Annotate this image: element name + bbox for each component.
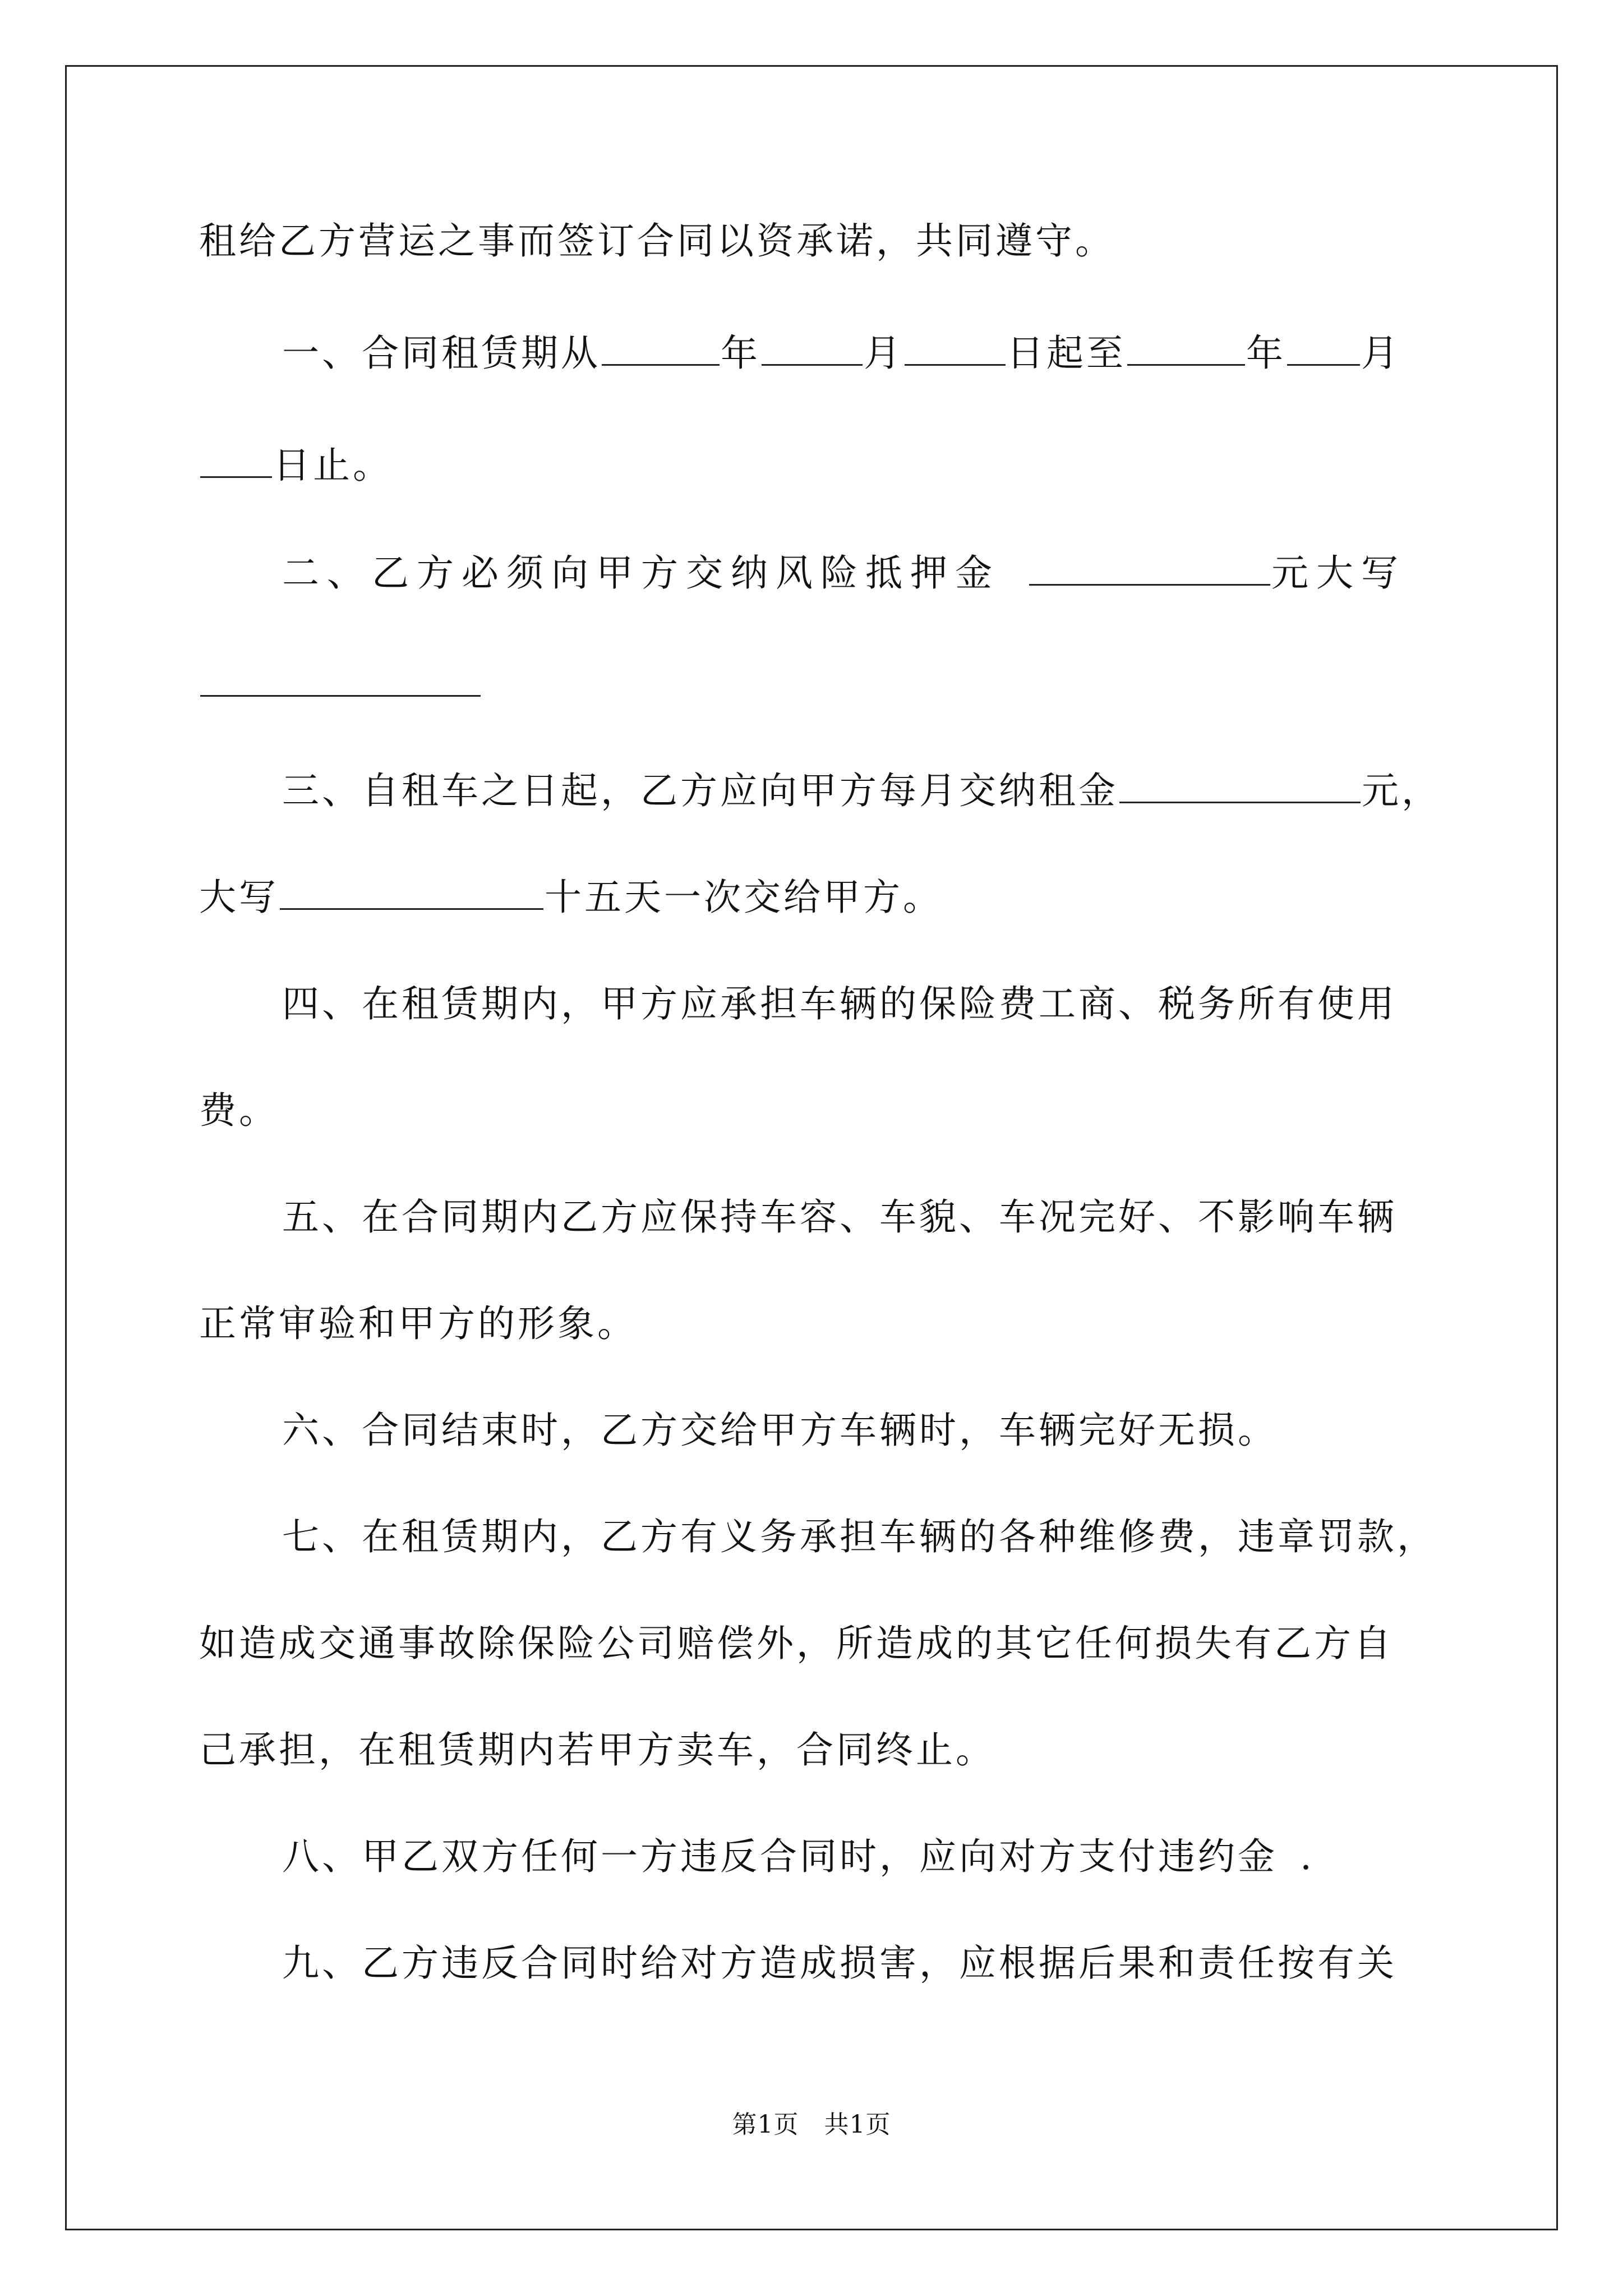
clause-1-cont: 日止。 — [199, 443, 393, 488]
clause-4-cont: 费。 — [199, 1089, 279, 1132]
blank-field[interactable] — [602, 332, 720, 366]
blank-field[interactable] — [1029, 551, 1270, 586]
blank-field[interactable] — [200, 662, 481, 697]
clause-5-cont: 正常审验和甲方的形象。 — [199, 1302, 637, 1345]
clause-6: 六、合同结束时，乙方交给甲方车辆时，车辆完好无损。 — [282, 1409, 1278, 1452]
clause-7: 七、在租赁期内，乙方有义务承担车辆的各种维修费，违章罚款， — [282, 1515, 1437, 1558]
clause-3: 三、自租车之日起，乙方应向甲方每月交纳租金 元， — [282, 769, 1441, 812]
clause-7-cont: 如造成交通事故除保险公司赔偿外，所造成的其它任何损失有乙方自 — [199, 1622, 1394, 1665]
clause-4: 四、在租赁期内，甲方应承担车辆的保险费工商、税务所有使用 — [282, 982, 1397, 1025]
clause-7-cont: 己承担，在租赁期内若甲方卖车，合同终止。 — [199, 1728, 995, 1772]
clause-3-cont: 大写 十五天一次交给甲方。 — [199, 876, 943, 919]
blank-field[interactable] — [1127, 332, 1245, 366]
page-footer: 第1页 共1页 — [732, 2110, 891, 2139]
blank-field[interactable] — [1287, 332, 1360, 366]
clause-2: 二、乙方必须向甲方交纳风险抵押金 元大写 — [282, 551, 1406, 595]
blank-field[interactable] — [200, 444, 272, 478]
blank-field[interactable] — [280, 876, 543, 910]
blank-field[interactable] — [1119, 769, 1361, 803]
clause-9: 九、乙方违反合同时给对方造成损害，应根据后果和责任按有关 — [282, 1941, 1397, 1985]
clause-5: 五、在合同期内乙方应保持车容、车貌、车况完好、不影响车辆 — [282, 1195, 1397, 1239]
contract-line-1: 租给乙方营运之事而签订合同以资承诺，共同遵守。 — [199, 219, 1115, 263]
blank-field[interactable] — [762, 332, 863, 366]
clause-2-cont — [199, 662, 482, 707]
clause-8: 八、甲乙双方任何一方违反合同时，应向对方支付违约金 . — [282, 1835, 1315, 1878]
page-border — [65, 65, 1558, 2230]
blank-field[interactable] — [905, 332, 1006, 366]
clause-1: 一、合同租赁期从 年 月 日起至 年 月 — [282, 332, 1401, 375]
